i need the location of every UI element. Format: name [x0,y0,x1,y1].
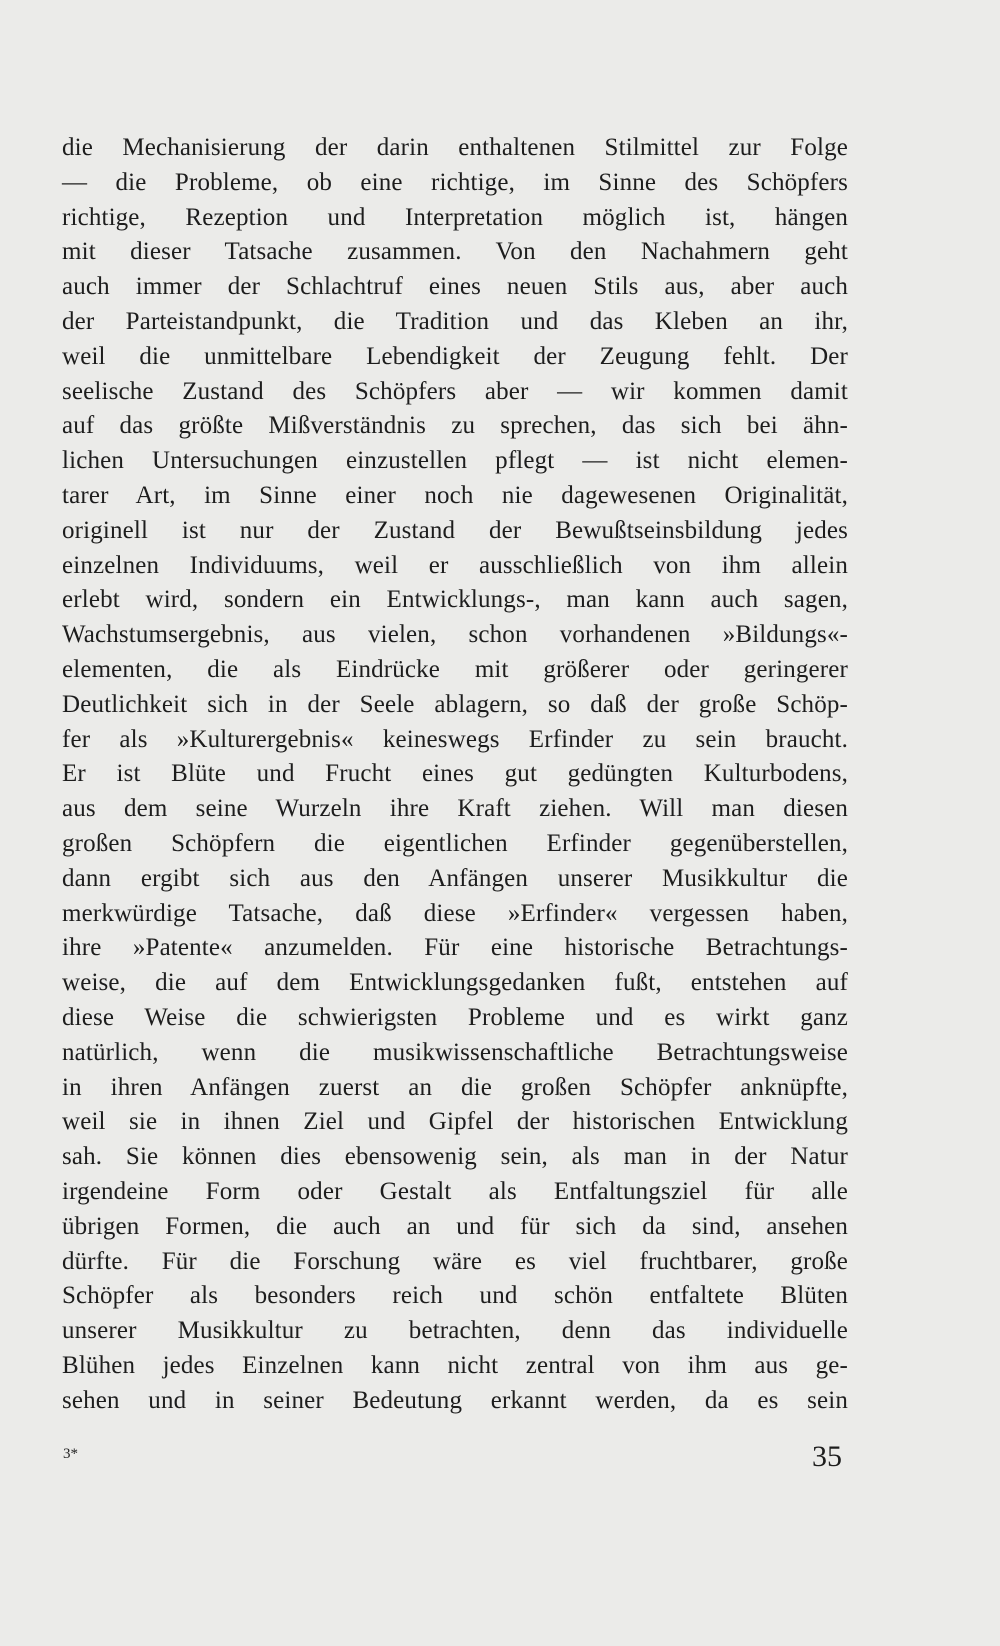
text-line: weise, die auf dem Entwicklungsgedanken fußt, entstehen auf [62,969,848,997]
text-line: unserer Musikkultur zu betrachten, denn das individuelle [62,1317,848,1345]
text-line: weil sie in ihnen Ziel und Gipfel der historischen Entwicklung [62,1108,848,1136]
text-line: einzelnen Individuums, weil er ausschließlich von ihm allein [62,551,848,579]
text-line: in ihren Anfängen zuerst an die großen Schöpfer anknüpfte, [62,1073,848,1101]
text-line: originell ist nur der Zustand der Bewußtseinsbildung jedes [62,516,848,544]
text-line: dann ergibt sich aus den Anfängen unserer Musikkultur die [62,864,848,892]
signature-mark: 3* [63,1446,78,1462]
text-line: großen Schöpfern die eigentlichen Erfinder gegenüberstellen, [62,829,848,857]
text-line: weil die unmittelbare Lebendigkeit der Zeugung fehlt. Der [62,342,848,370]
text-line: sehen und in seiner Bedeutung erkannt werden, da es sein [62,1386,848,1414]
text-line: dürfte. Für die Forschung wäre es viel fruchtbarer, große [62,1247,848,1275]
text-line: Deutlichkeit sich in der Seele ablagern, so daß der große Schöp- [62,690,848,718]
text-line: lichen Untersuchungen einzustellen pflegt — ist nicht elemen- [62,447,848,475]
text-line: irgendeine Form oder Gestalt als Entfaltungsziel für alle [62,1177,848,1205]
text-line: richtige, Rezeption und Interpretation möglich ist, hängen [62,203,848,231]
text-line: tarer Art, im Sinne einer noch nie dagewesenen Originalität, [62,481,848,509]
text-line: erlebt wird, sondern ein Entwicklungs-, man kann auch sagen, [62,586,848,614]
text-line: diese Weise die schwierigsten Probleme und es wirkt ganz [62,1003,848,1031]
text-line: seelische Zustand des Schöpfers aber — wir kommen damit [62,377,848,405]
text-line: Schöpfer als besonders reich und schön entfaltete Blüten [62,1282,848,1310]
text-line: natürlich, wenn die musikwissenschaftliche Betrachtungsweise [62,1038,848,1066]
text-line: — die Probleme, ob eine richtige, im Sinne des Schöpfers [62,168,848,196]
text-line: ihre »Patente« anzumelden. Für eine historische Betrachtungs- [62,934,848,962]
page-number: 35 [812,1440,842,1473]
text-line: elementen, die als Eindrücke mit größerer oder geringerer [62,655,848,683]
text-line: Blühen jedes Einzelnen kann nicht zentral von ihm aus ge- [62,1351,848,1379]
text-line: Wachstumsergebnis, aus vielen, schon vorhandenen »Bildungs«- [62,621,848,649]
text-line: der Parteistandpunkt, die Tradition und das Kleben an ihr, [62,307,848,335]
text-line: mit dieser Tatsache zusammen. Von den Nachahmern geht [62,238,848,266]
text-line: merkwürdige Tatsache, daß diese »Erfinder« vergessen haben, [62,899,848,927]
text-line: die Mechanisierung der darin enthaltenen Stilmittel zur Folge [62,134,848,161]
text-line: fer als »Kulturergebnis« keineswegs Erfinder zu sein braucht. [62,725,848,753]
text-line: sah. Sie können dies ebensowenig sein, als man in der Natur [62,1143,848,1171]
text-line: auf das größte Mißverständnis zu sprechen, das sich bei ähn- [62,412,848,440]
text-line: aus dem seine Wurzeln ihre Kraft ziehen. Will man diesen [62,795,848,823]
body-text [62,131,848,1418]
text-line: übrigen Formen, die auch an und für sich da sind, ansehen [62,1212,848,1240]
text-line: Er ist Blüte und Frucht eines gut gedüngten Kulturbodens, [62,760,848,788]
text-line: auch immer der Schlachtruf eines neuen Stils aus, aber auch [62,273,848,301]
